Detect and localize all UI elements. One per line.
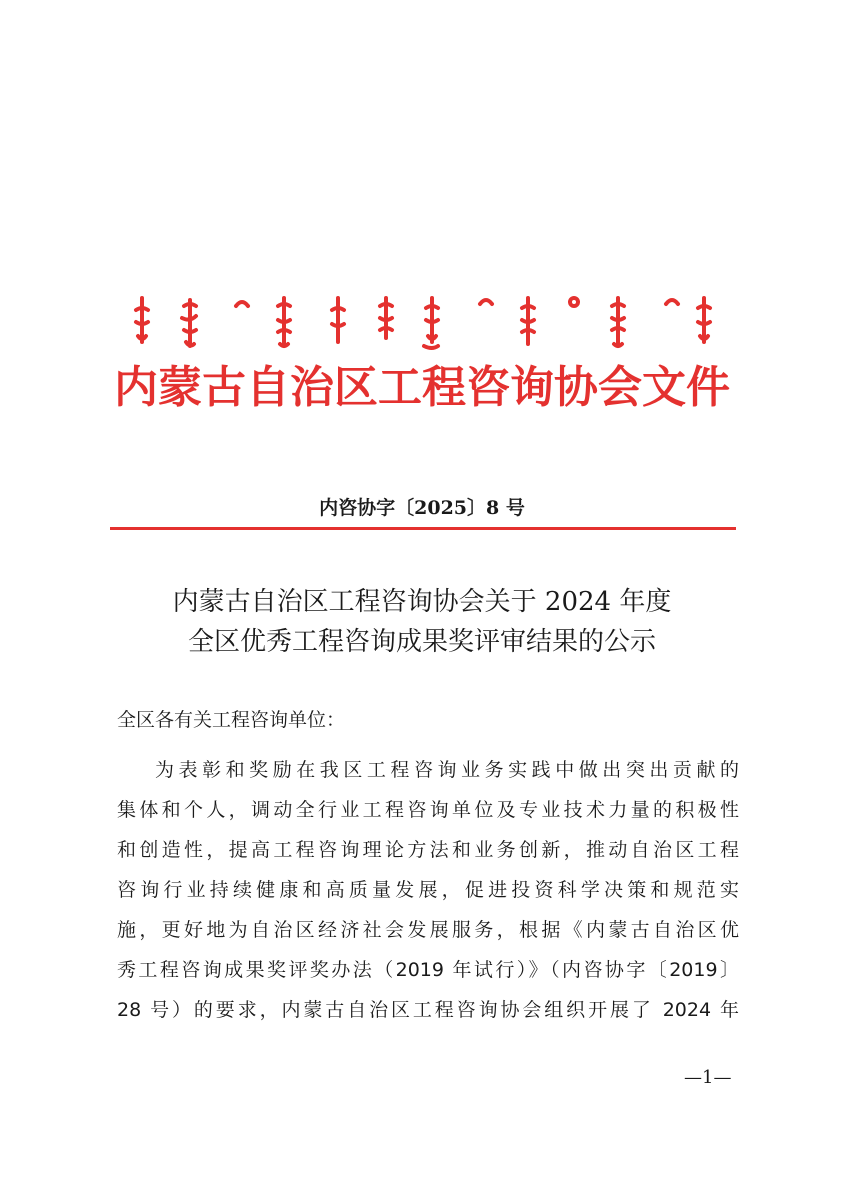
mongolian-script-banner-icon [128,292,728,354]
document-title-line-2: 全区优秀工程咨询成果奖评审结果的公示 [187,627,656,657]
body-line: 28 号）的要求，内蒙古自治区工程咨询协会组织开展了 2024 年 [117,999,739,1021]
page-number: —1— [684,1067,732,1088]
document-number: 内咨协字〔2025〕8 号 [319,497,525,519]
body-line: 秀工程咨询成果奖评奖办法（2019 年试行）》（内咨协字〔2019〕 [117,959,739,981]
body-line: 为表彰和奖励在我区工程咨询业务实践中做出突出贡献的 [155,759,739,781]
red-divider [110,527,736,530]
letterhead-title: 内蒙古自治区工程咨询协会文件 [114,362,730,413]
body-line: 施，更好地为自治区经济社会发展服务，根据《内蒙古自治区优 [117,919,739,941]
body-line: 和创造性，提高工程咨询理论方法和业务创新，推动自治区工程 [117,839,739,861]
body-line: 集体和个人，调动全行业工程咨询单位及专业技术力量的积极性 [117,799,739,821]
document-title-line-1: 内蒙古自治区工程咨询协会关于 2024 年度 [172,587,672,617]
body-line: 咨询行业持续健康和高质量发展，促进投资科学决策和规范实 [117,879,739,901]
salutation: 全区各有关工程咨询单位： [117,709,346,731]
